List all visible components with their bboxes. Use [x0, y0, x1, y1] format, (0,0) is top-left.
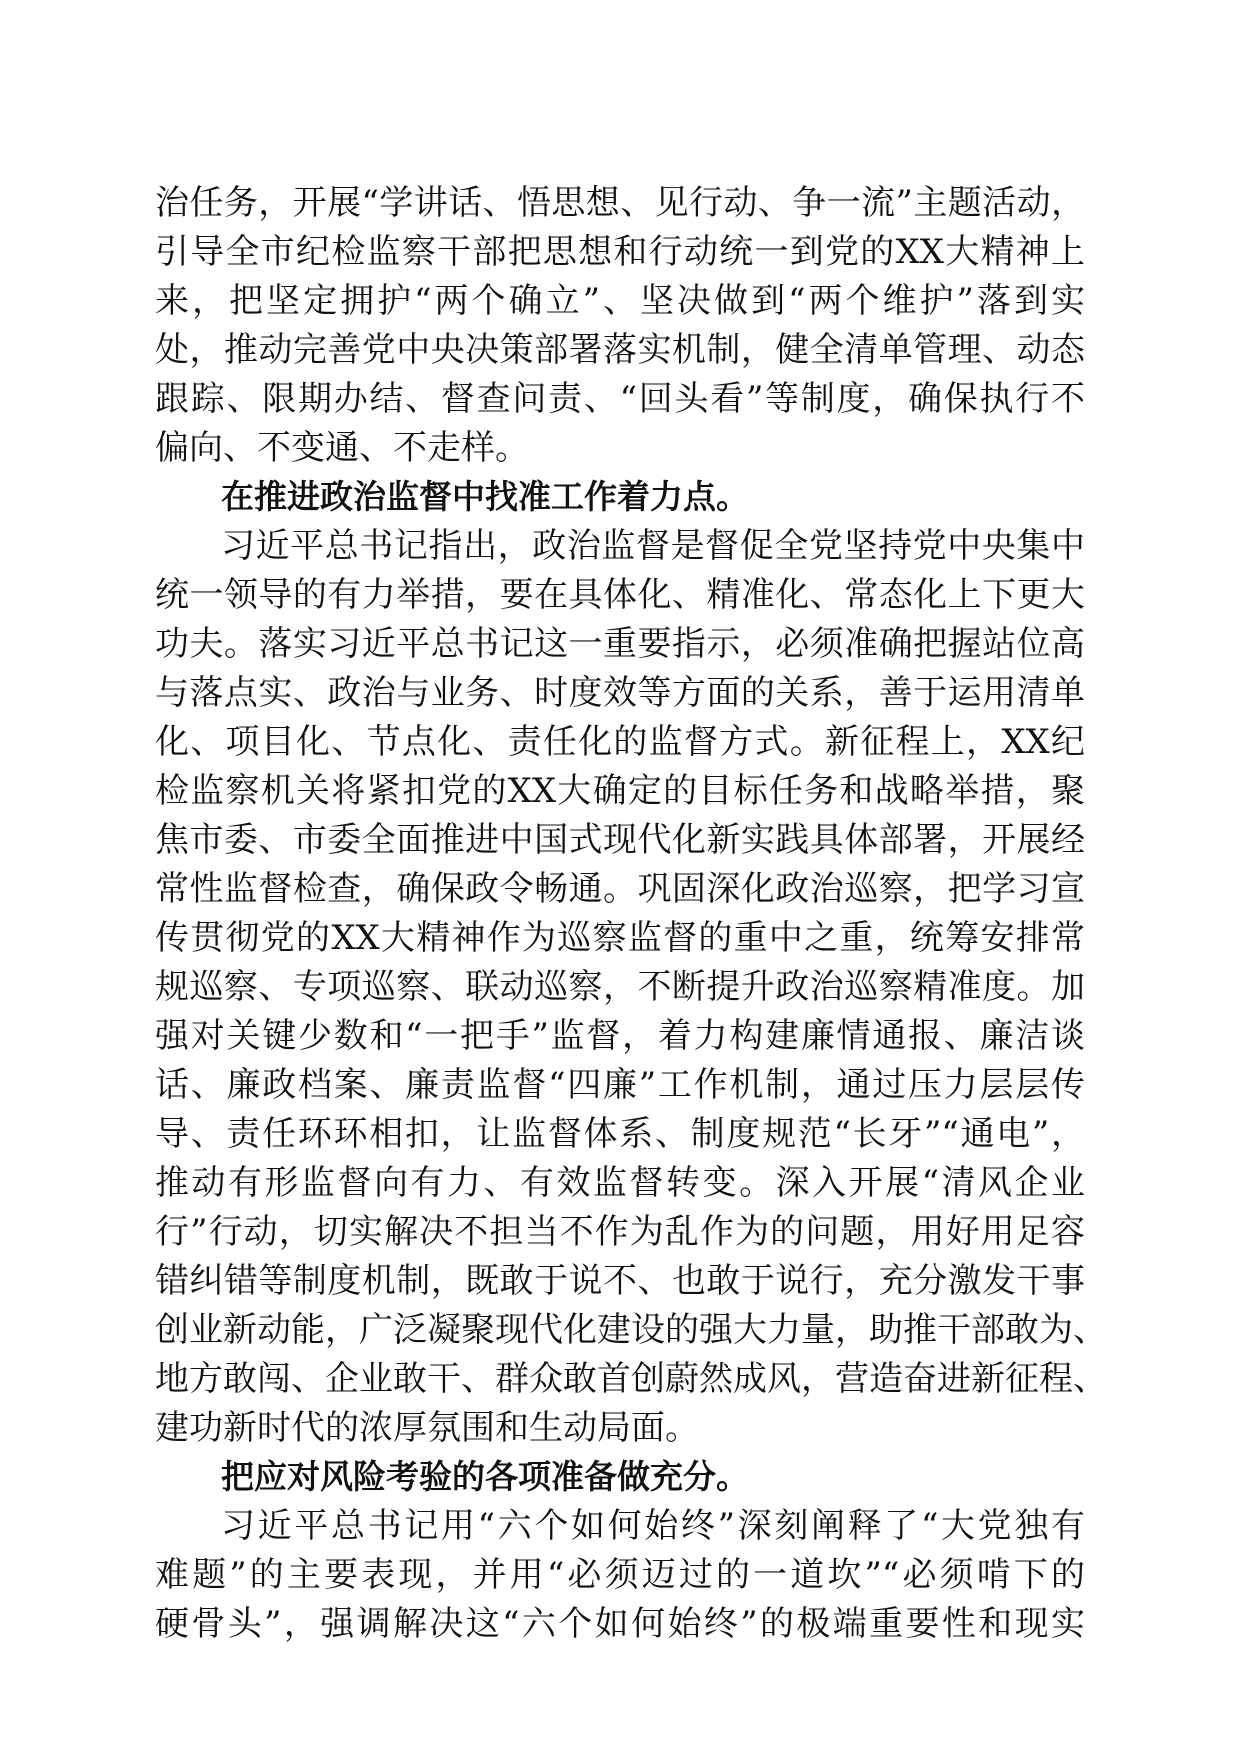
text-line: 化、项目化、节点化、责任化的监督方式。新征程上，XX纪 — [155, 722, 1085, 762]
text-line: 建功新时代的浓厚氛围和生动局面。 — [155, 1408, 699, 1448]
text-line: 偏向、不变通、不走样。 — [155, 428, 529, 468]
text-line: 导、责任环环相扣，让监督体系、制度规范“长牙”“通电”， — [155, 1114, 1085, 1154]
text-line: 引导全市纪检监察干部把思想和行动统一到党的XX大精神上 — [155, 232, 1085, 272]
text-line: 习近平总书记指出，政治监督是督促全党坚持党中央集中 — [221, 526, 1085, 566]
text-line: 行”行动，切实解决不担当不作为乱作为的问题，用好用足容 — [155, 1212, 1085, 1252]
text-line: 传贯彻党的XX大精神作为巡察监督的重中之重，统筹安排常 — [155, 918, 1085, 958]
text-line: 硬骨头”，强调解决这“六个如何始终”的极端重要性和现实 — [155, 1604, 1085, 1644]
text-line: 统一领导的有力举措，要在具体化、精准化、常态化上下更大 — [155, 575, 1085, 615]
text-line: 规巡察、专项巡察、联动巡察，不断提升政治巡察精准度。加 — [155, 967, 1085, 1007]
text-line: 难题”的主要表现，并用“必须迈过的一道坎”“必须啃下的 — [155, 1555, 1085, 1595]
text-line: 来，把坚定拥护“两个确立”、坚决做到“两个维护”落到实 — [155, 281, 1085, 321]
text-line: 强对关键少数和“一把手”监督，着力构建廉情通报、廉洁谈 — [155, 1016, 1085, 1056]
text-line: 常性监督检查，确保政令畅通。巩固深化政治巡察，把学习宣 — [155, 869, 1085, 909]
text-line: 创业新动能，广泛凝聚现代化建设的强大力量，助推干部敢为、 — [155, 1310, 1107, 1350]
text-line: 处，推动完善党中央决策部署落实机制，健全清单管理、动态 — [155, 330, 1085, 370]
text-line: 推动有形监督向有力、有效监督转变。深入开展“清风企业 — [155, 1163, 1085, 1203]
text-line: 跟踪、限期办结、督查问责、“回头看”等制度，确保执行不 — [155, 379, 1085, 419]
text-line: 话、廉政档案、廉责监督“四廉”工作机制，通过压力层层传 — [155, 1065, 1085, 1105]
text-line: 焦市委、市委全面推进中国式现代化新实践具体部署，开展经 — [155, 820, 1085, 860]
text-line: 治任务，开展“学讲话、悟思想、见行动、争一流”主题活动， — [155, 183, 1085, 223]
text-line: 地方敢闯、企业敢干、群众敢首创蔚然成风，营造奋进新征程、 — [155, 1359, 1107, 1399]
text-line: 错纠错等制度机制，既敢于说不、也敢于说行，充分激发干事 — [155, 1261, 1085, 1301]
text-line: 习近平总书记用“六个如何始终”深刻阐释了“大党独有 — [221, 1506, 1085, 1546]
text-line: 与落点实、政治与业务、时度效等方面的关系，善于运用清单 — [155, 673, 1085, 713]
section-heading: 在推进政治监督中找准工作着力点。 — [221, 477, 749, 516]
text-line: 功夫。落实习近平总书记这一重要指示，必须准确把握站位高 — [155, 624, 1085, 664]
text-line: 检监察机关将紧扣党的XX大确定的目标任务和战略举措，聚 — [155, 771, 1085, 811]
section-heading: 把应对风险考验的各项准备做充分。 — [221, 1457, 749, 1496]
